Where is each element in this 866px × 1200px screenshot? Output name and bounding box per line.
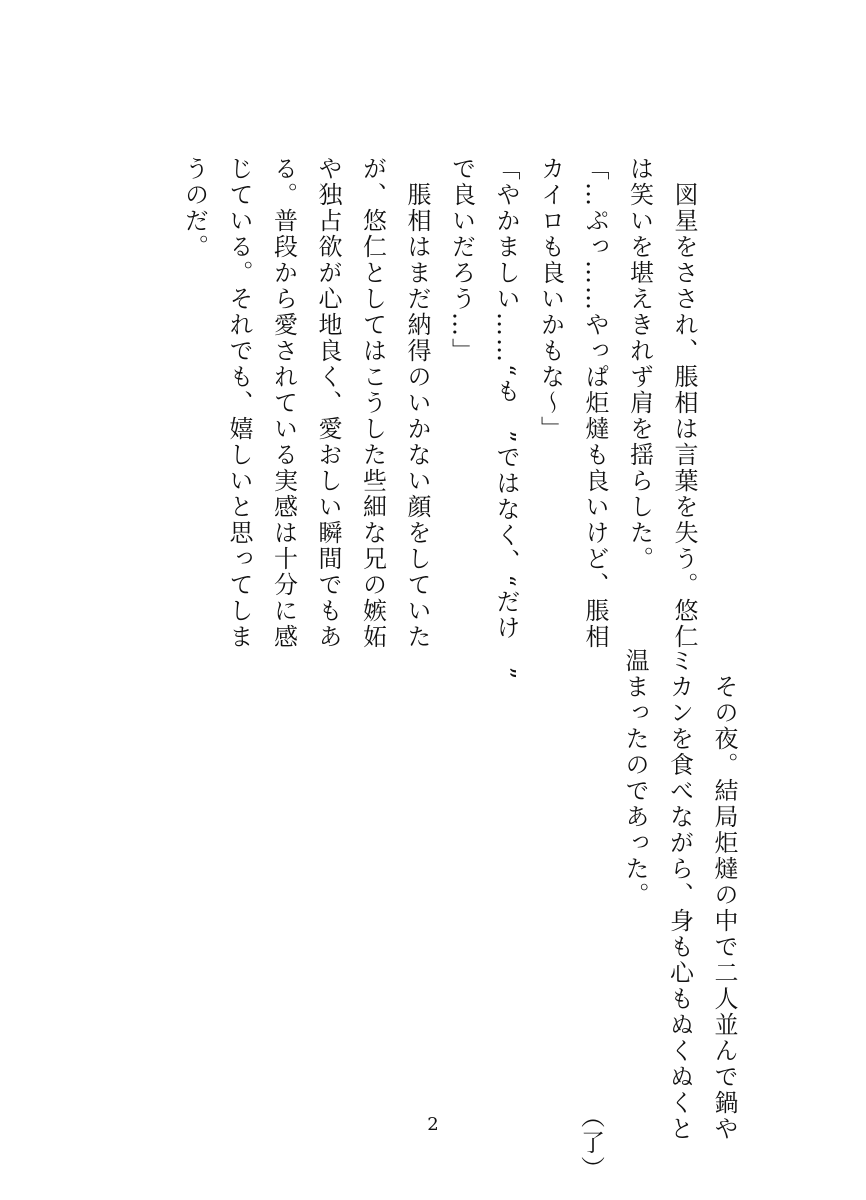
text-line: は笑いを堪えきれず肩を揺らした。	[625, 156, 654, 572]
text-line: 脹相はまだ納得のいかない顔をしていた	[403, 156, 431, 650]
text-line: その夜。結局炬燵の中で二人並んで鍋や	[710, 648, 738, 1142]
text-line: が、悠仁としてはこうした些細な兄の嫉妬	[358, 156, 387, 650]
end-mark: （了）	[576, 648, 605, 1182]
text-line: 温まったのであった。	[621, 648, 649, 908]
text-line: や独占欲が心地良く、愛おしい瞬間でもあ	[314, 156, 342, 650]
page-number: 2	[427, 1114, 439, 1135]
text-line: カイロも良いかもな〜」	[536, 156, 565, 442]
text-line: 図星をさされ、脹相は言葉を失う。悠仁	[670, 156, 698, 650]
text-line: る。普段から愛されている実感は十分に感	[269, 156, 298, 650]
text-line: ミカンを食べながら、身も心もぬくぬくと	[665, 648, 694, 1142]
text-line: 「やかましい……“も ”ではなく、“だけ ”	[492, 156, 520, 682]
text-line: うのだ。	[180, 156, 209, 260]
text-line: じている。それでも、嬉しいと思ってしま	[225, 156, 253, 650]
text-block-bottom	[568, 648, 746, 1182]
text-line: 「…ぷっ……やっぱ炬燵も良いけど、脹相	[581, 156, 609, 650]
text-line: で良いだろう…」	[447, 156, 476, 364]
text-block-top	[172, 156, 706, 682]
